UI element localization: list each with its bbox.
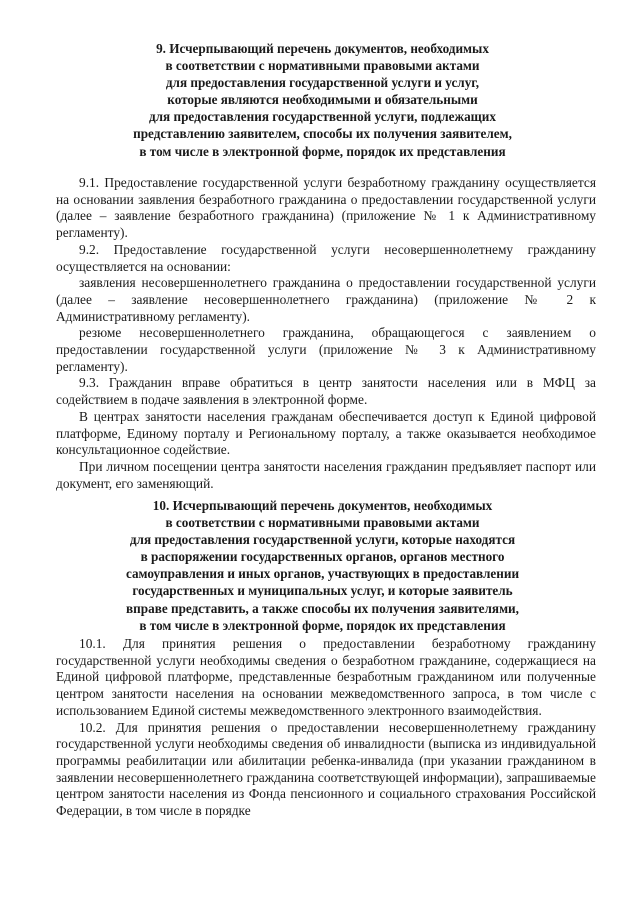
paragraph-9-3: 9.3. Гражданин вправе обратиться в центр занятости населения или в МФЦ за содействием в подаче заявления в электронной форме.: [56, 375, 596, 408]
heading-line: для предоставления государственной услуги, подлежащих: [148, 109, 496, 125]
heading-line: представлению заявителем, способы их получения заявителем,: [133, 126, 512, 142]
paragraph-9-3-access: В центрах занятости населения гражданам обеспечивается доступ к Единой цифровой платформе, Единому порталу и Региональному порталу, а также оказывается необходимое консультационное содействие.: [56, 408, 596, 458]
paragraph-9-2-item-application: заявления несовершеннолетнего гражданина о предоставлении государственной услуги (далее – заявление несовершеннолетнего гражданина) (приложение № 2 к Административному регламенту).: [56, 275, 596, 324]
heading-line: для предоставления государственной услуги, которые находятся: [129, 532, 516, 548]
heading-line: в том числе в электронной форме, порядок их представления: [139, 143, 506, 159]
section-10-heading: [40, 497, 605, 634]
heading-line: для предоставления государственной услуги и услуг,: [165, 75, 480, 91]
paragraph-9-1: 9.1. Предоставление государственной услуги безработному гражданину осуществляется на основании заявления безработного гражданина о предоставлении государственной услуги (далее – заявление безработного гражданина) (приложение № 1 к Административному регламенту).: [56, 175, 596, 241]
heading-line: в соответствии с нормативными правовыми актами: [165, 515, 480, 531]
section-9-body: [56, 175, 596, 492]
heading-line: 10. Исчерпывающий перечень документов, необходимых: [152, 498, 493, 513]
heading-line: которые являются необходимыми и обязательными: [167, 92, 478, 108]
heading-line: в соответствии с нормативными правовыми актами: [165, 58, 480, 74]
heading-line: вправе представить, а также способы их получения заявителями,: [126, 600, 519, 616]
heading-line: 9. Исчерпывающий перечень документов, необходимых: [156, 41, 489, 56]
paragraph-9-2-item-resume: резюме несовершеннолетнего гражданина, обращающегося с заявлением о предоставлении государственной услуги (приложение № 3 к Административному регламенту).: [56, 325, 596, 374]
paragraph-10-2: 10.2. Для принятия решения о предоставлении несовершеннолетнему гражданину государственной услуги необходимы сведения об инвалидности (выписка из индивидуальной программы реабилитации или абилитации ребенка-инвалида (при указании гражданином в заявлении несовершеннолетнего гражданина соответствующей информации), запрашиваемые центром занятости населения из Фонда пенсионного и социального страхования Российской Федерации, в том числе в порядке: [56, 719, 596, 819]
section-10-body: [56, 636, 596, 820]
heading-line: государственных и муниципальных услуг, и которые заявитель: [132, 583, 513, 599]
paragraph-10-1: 10.1. Для принятия решения о предоставлении безработному гражданину государственной услуги необходимы сведения о безработном гражданине, содержащиеся на Единой цифровой платформе, представленные безработным гражданином или полученные центром занятости населения на основании межведомственного запроса, в том числе с использованием Единой системы межведомственного электронного взаимодействия.: [56, 636, 596, 718]
paragraph-9-2: 9.2. Предоставление государственной услуги несовершеннолетнему гражданину осуществляется на основании:: [56, 241, 596, 274]
paragraph-9-3-passport: При личном посещении центра занятости населения гражданин предъявляет паспорт или документ, его заменяющий.: [56, 458, 596, 491]
heading-line: в распоряжении государственных органов, органов местного: [140, 549, 505, 565]
section-9-heading: [40, 40, 605, 160]
heading-line: в том числе в электронной форме, порядок их представления: [139, 617, 506, 633]
heading-line: самоуправления и иных органов, участвующих в предоставлении: [125, 566, 520, 582]
